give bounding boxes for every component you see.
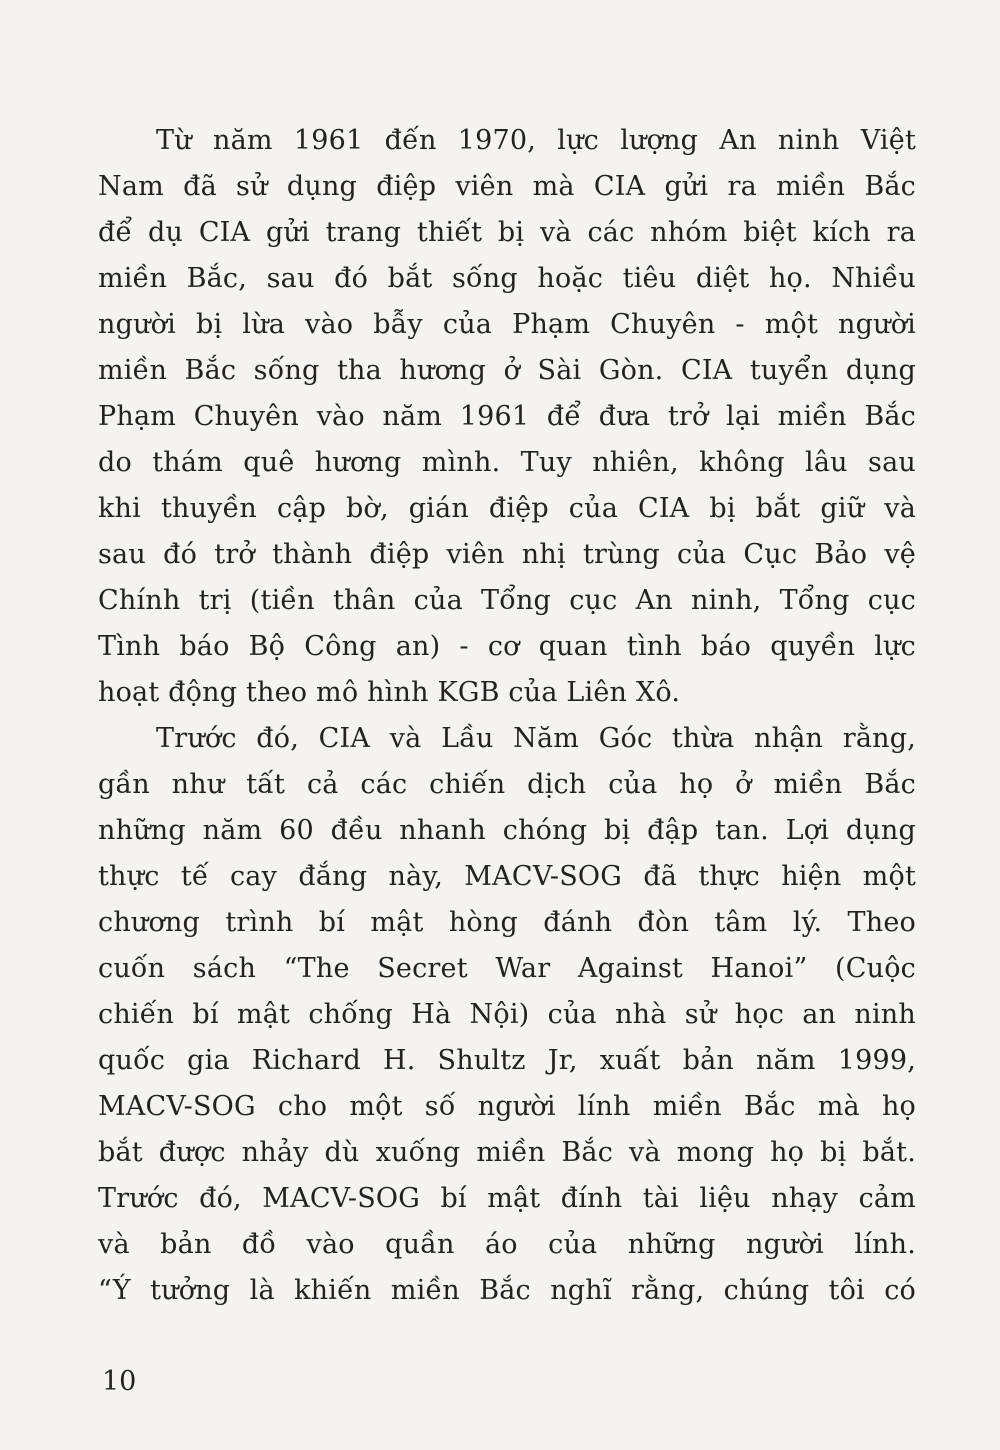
text-line: “Ý tưởng là khiến miền Bắc nghĩ rằng, chúng tôi có bbox=[98, 1275, 916, 1306]
text-line: thực tế cay đắng này, MACV-SOG đã thực hiện một bbox=[98, 861, 916, 892]
body-text bbox=[98, 118, 916, 1314]
text-line: sau đó trở thành điệp viên nhị trùng của Cục Bảo vệ bbox=[98, 539, 916, 570]
text-line: do thám quê hương mình. Tuy nhiên, không lâu sau bbox=[98, 447, 916, 478]
text-line: quốc gia Richard H. Shultz Jr, xuất bản năm 1999, bbox=[98, 1045, 916, 1076]
text-line: để dụ CIA gửi trang thiết bị và các nhóm biệt kích ra bbox=[98, 217, 916, 248]
paragraph-2 bbox=[98, 716, 916, 1314]
page-number: 10 bbox=[102, 1366, 137, 1397]
text-line: miền Bắc sống tha hương ở Sài Gòn. CIA tuyển dụng bbox=[98, 355, 916, 386]
text-line: và bản đồ vào quần áo của những người lính. bbox=[98, 1229, 916, 1260]
text-line: Trước đó, MACV-SOG bí mật đính tài liệu nhạy cảm bbox=[98, 1183, 916, 1214]
text-line: những năm 60 đều nhanh chóng bị đập tan. Lợi dụng bbox=[98, 815, 916, 846]
text-line: Tình báo Bộ Công an) - cơ quan tình báo quyền lực bbox=[98, 631, 916, 662]
text-line: Phạm Chuyên vào năm 1961 để đưa trở lại miền Bắc bbox=[98, 401, 916, 432]
text-line: gần như tất cả các chiến dịch của họ ở miền Bắc bbox=[98, 769, 916, 800]
text-line: MACV-SOG cho một số người lính miền Bắc mà họ bbox=[98, 1091, 916, 1122]
text-line: Nam đã sử dụng điệp viên mà CIA gửi ra miền Bắc bbox=[98, 171, 916, 202]
text-line: hoạt động theo mô hình KGB của Liên Xô. bbox=[98, 677, 681, 708]
text-line: miền Bắc, sau đó bắt sống hoặc tiêu diệt họ. Nhiều bbox=[98, 263, 916, 294]
text-line: chương trình bí mật hòng đánh đòn tâm lý. Theo bbox=[98, 907, 916, 938]
text-line: người bị lừa vào bẫy của Phạm Chuyên - một người bbox=[98, 309, 916, 340]
text-line: chiến bí mật chống Hà Nội) của nhà sử học an ninh bbox=[98, 999, 916, 1030]
text-line: Chính trị (tiền thân của Tổng cục An ninh, Tổng cục bbox=[98, 585, 916, 616]
text-line: Trước đó, CIA và Lầu Năm Góc thừa nhận rằng, bbox=[156, 723, 916, 754]
paragraph-1 bbox=[98, 118, 916, 716]
text-line: cuốn sách “The Secret War Against Hanoi” (Cuộc bbox=[98, 953, 916, 984]
text-line: bắt được nhảy dù xuống miền Bắc và mong họ bị bắt. bbox=[98, 1137, 916, 1168]
text-line: khi thuyền cập bờ, gián điệp của CIA bị bắt giữ và bbox=[98, 493, 916, 524]
text-line: Từ năm 1961 đến 1970, lực lượng An ninh Việt bbox=[156, 125, 916, 156]
